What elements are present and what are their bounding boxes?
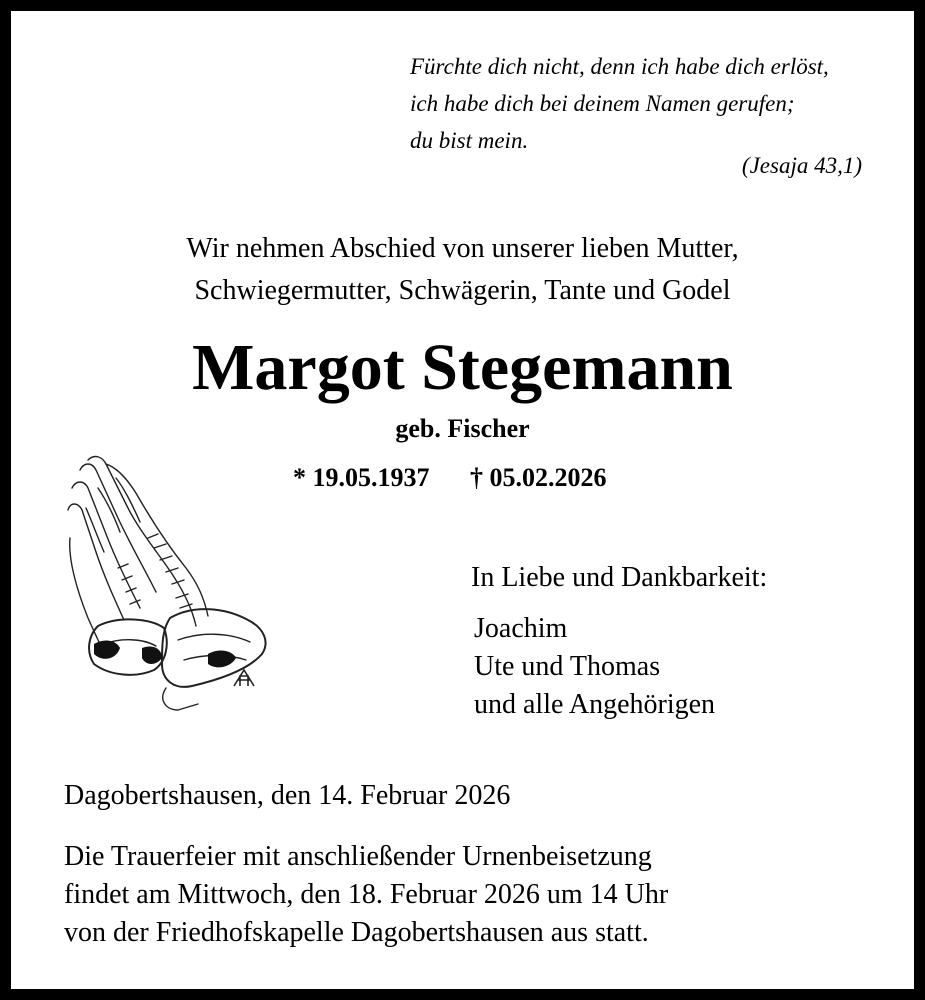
mourner-name: und alle Angehörigen (474, 689, 716, 720)
farewell-intro (60, 228, 865, 312)
ceremony-line: von der Friedhofskapelle Dagobertshausen aus statt. (64, 917, 649, 948)
place-and-date: Dagobertshausen, den 14. Februar 2026 (64, 780, 511, 811)
mourners-list (474, 610, 715, 724)
intro-line: Schwiegermutter, Schwägerin, Tante und Godel (194, 275, 731, 306)
praying-hands-icon (58, 448, 273, 718)
ceremony-info (64, 838, 668, 952)
death-date: † 05.02.2026 (470, 463, 607, 492)
verse-line: ich habe dich bei deinem Namen gerufen; (410, 91, 795, 116)
ceremony-line: findet am Mittwoch, den 18. Februar 2026 um 14 Uhr (64, 879, 669, 910)
birth-date: * 19.05.1937 (293, 463, 430, 492)
verse-reference: (Jesaja 43,1) (741, 153, 862, 178)
maiden-name: geb. Fischer (395, 414, 530, 443)
mourner-name: Joachim (474, 613, 568, 644)
verse-line: du bist mein. (410, 128, 529, 153)
mourners-intro: In Liebe und Dankbarkeit: (471, 562, 768, 593)
ceremony-line: Die Trauerfeier mit anschließender Urnenbeisetzung (64, 841, 652, 872)
intro-line: Wir nehmen Abschied von unserer lieben Mutter, (186, 233, 739, 264)
mourner-name: Ute und Thomas (474, 651, 661, 682)
bible-verse (410, 48, 870, 159)
deceased-name: Margot Stegemann (192, 331, 733, 404)
verse-line: Fürchte dich nicht, denn ich habe dich erlöst, (410, 54, 829, 79)
